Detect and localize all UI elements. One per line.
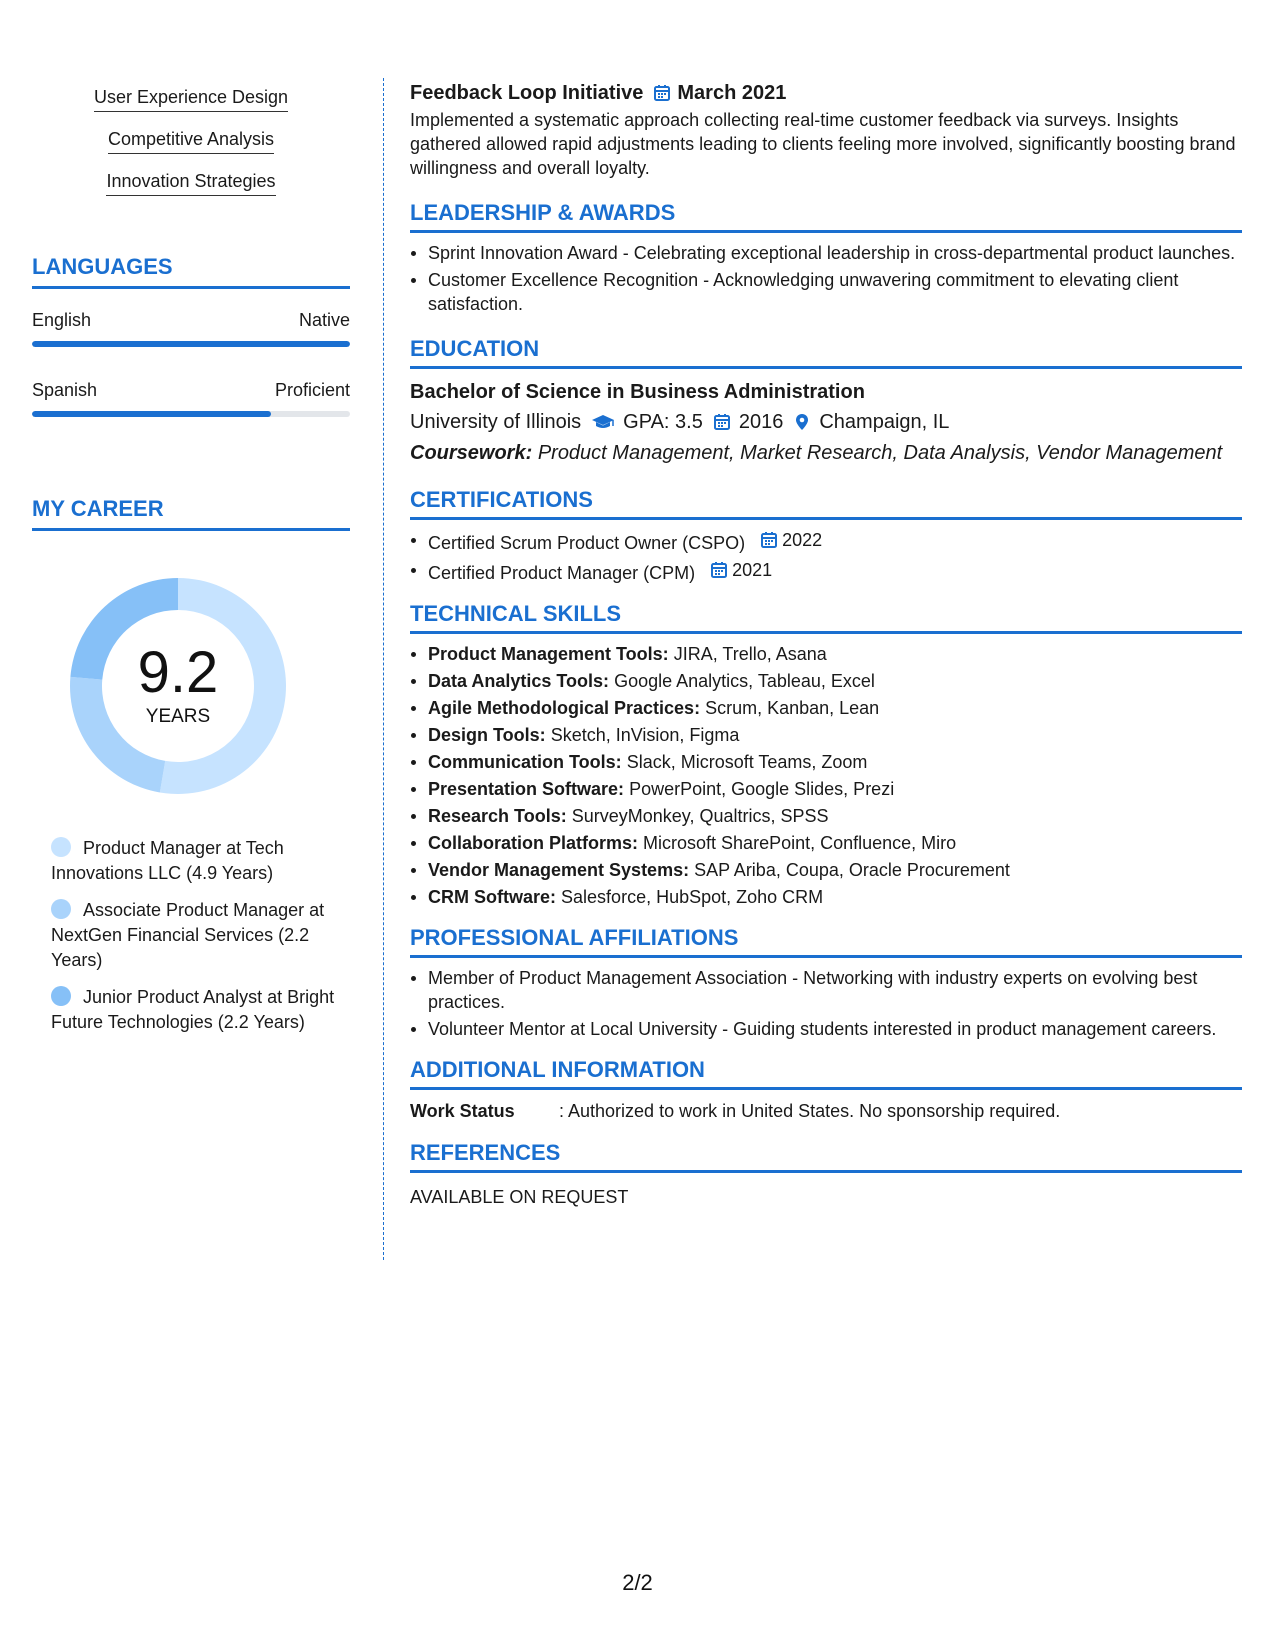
languages-section	[32, 252, 350, 417]
skill-label: Communication Tools:	[428, 752, 622, 772]
references-text: AVAILABLE ON REQUEST	[410, 1187, 629, 1207]
skill-label: Data Analytics Tools:	[428, 671, 610, 691]
skill-value: Scrum, Kanban, Lean	[705, 698, 880, 718]
skill-value: Microsoft SharePoint, Confluence, Miro	[643, 833, 957, 853]
career-donut-chart	[66, 574, 290, 798]
degree-title: Bachelor of Science in Business Administration	[410, 381, 865, 403]
skill-value: Google Analytics, Tableau, Excel	[614, 671, 875, 691]
skill-label: Vendor Management Systems:	[428, 860, 690, 880]
list-item	[410, 777, 1242, 801]
affiliations-title: PROFESSIONAL AFFILIATIONS	[410, 923, 1242, 958]
legend-label: Junior Product Analyst at Bright Future Technologies (2.2 Years)	[51, 987, 335, 1032]
education-section	[410, 334, 1242, 469]
skill-tag: Competitive Analysis	[108, 126, 274, 154]
skill-label: Product Management Tools:	[428, 644, 669, 664]
work-status-row	[410, 1098, 1242, 1124]
list-item	[410, 528, 1242, 555]
skill-value: JIRA, Trello, Asana	[673, 644, 827, 664]
legend-item	[51, 985, 341, 1035]
language-level: Native	[298, 310, 350, 330]
education-meta	[410, 407, 1242, 437]
references-title: REFERENCES	[410, 1138, 1242, 1173]
school-location: Champaign, IL	[819, 411, 950, 433]
language-level: Proficient	[274, 380, 350, 400]
project-date: March 2021	[677, 82, 787, 104]
cert-name: Certified Product Manager (CPM)	[428, 563, 696, 583]
coursework	[410, 437, 1242, 469]
graduation-year: 2016	[738, 411, 784, 433]
legend-dot	[51, 986, 71, 1006]
skill-value: Sketch, InVision, Figma	[550, 725, 740, 745]
certifications-title: CERTIFICATIONS	[410, 485, 1242, 520]
skill-value: PowerPoint, Google Slides, Prezi	[629, 779, 895, 799]
leadership-title: LEADERSHIP & AWARDS	[410, 198, 1242, 233]
project-title: Feedback Loop Initiative	[410, 82, 644, 104]
language-name: English	[32, 310, 92, 330]
list-item: Volunteer Mentor at Local University - Guiding students interested in product management careers.	[410, 1017, 1242, 1041]
language-bar	[32, 341, 350, 347]
map-pin-icon	[793, 413, 811, 431]
right-column	[410, 78, 1242, 1209]
additional-info-section	[410, 1055, 1242, 1124]
work-status-label: Work Status	[410, 1101, 515, 1121]
skill-label: CRM Software:	[428, 887, 557, 907]
list-item	[410, 831, 1242, 855]
list-item: Sprint Innovation Award - Celebrating exceptional leadership in cross-departmental product launches.	[410, 241, 1242, 265]
skill-value: Salesforce, HubSpot, Zoho CRM	[561, 887, 824, 907]
calendar-icon	[653, 84, 671, 102]
calendar-icon	[713, 413, 731, 431]
language-name: Spanish	[32, 380, 98, 400]
skill-label: Research Tools:	[428, 806, 567, 826]
skill-tag: Innovation Strategies	[106, 168, 275, 196]
legend-item	[51, 898, 341, 973]
work-status-value: : Authorized to work in United States. No sponsorship required.	[559, 1101, 1061, 1121]
legend-dot	[51, 837, 71, 857]
additional-info-title: ADDITIONAL INFORMATION	[410, 1055, 1242, 1090]
list-item	[410, 804, 1242, 828]
technical-skills-title: TECHNICAL SKILLS	[410, 599, 1242, 634]
graduation-cap-icon	[591, 413, 615, 431]
legend-label: Product Manager at Tech Innovations LLC (4.9 Years)	[51, 838, 284, 883]
project-description: Implemented a systematic approach collecting real-time customer feedback via surveys. Insights gathered allowed rapid adjustments leading to clients feeling more involved, significantly boosting brand willingness and overall loyalty.	[410, 110, 1236, 178]
page-number: 2/2	[622, 1570, 653, 1595]
cert-year: 2021	[732, 560, 773, 580]
calendar-icon	[760, 531, 778, 549]
skill-tag: User Experience Design	[94, 84, 288, 112]
list-item	[410, 858, 1242, 882]
list-item	[410, 750, 1242, 774]
skill-tags	[32, 84, 350, 210]
skill-label: Agile Methodological Practices:	[428, 698, 701, 718]
language-bar-fill	[32, 341, 350, 347]
skill-label: Presentation Software:	[428, 779, 625, 799]
list-item	[410, 696, 1242, 720]
legend-item	[51, 836, 341, 886]
language-spanish	[32, 377, 350, 417]
list-item	[410, 885, 1242, 909]
coursework-list: Product Management, Market Research, Data Analysis, Vendor Management	[537, 442, 1223, 464]
leadership-section	[410, 198, 1242, 316]
school-name: University of Illinois	[410, 411, 582, 433]
career-total-value: 9.2	[137, 640, 219, 705]
legend-label: Associate Product Manager at NextGen Financial Services (2.2 Years)	[51, 900, 325, 970]
coursework-label: Coursework:	[410, 442, 533, 464]
references-section	[410, 1138, 1242, 1209]
certifications-section	[410, 485, 1242, 585]
list-item: Customer Excellence Recognition - Acknowledging unwavering commitment to elevating client satisfaction.	[410, 268, 1242, 316]
skill-value: SAP Ariba, Coupa, Oracle Procurement	[694, 860, 1010, 880]
career-section	[32, 494, 350, 531]
language-bar	[32, 411, 350, 417]
cert-year: 2022	[782, 530, 823, 550]
affiliations-section	[410, 923, 1242, 1041]
cert-name: Certified Scrum Product Owner (CSPO)	[428, 533, 746, 553]
list-item	[410, 558, 1242, 585]
list-item	[410, 723, 1242, 747]
list-item: Member of Product Management Association - Networking with industry experts on evolving best practices.	[410, 966, 1242, 1014]
calendar-icon	[710, 561, 728, 579]
career-legend	[51, 836, 341, 1047]
language-bar-fill	[32, 411, 271, 417]
education-title: EDUCATION	[410, 334, 1242, 369]
skill-label: Collaboration Platforms:	[428, 833, 639, 853]
languages-title: LANGUAGES	[32, 252, 350, 289]
skill-value: SurveyMonkey, Qualtrics, SPSS	[571, 806, 829, 826]
career-title: MY CAREER	[32, 494, 350, 531]
column-divider	[383, 78, 384, 1260]
project-entry	[410, 78, 1242, 180]
legend-dot	[51, 899, 71, 919]
technical-skills-section	[410, 599, 1242, 909]
skill-label: Design Tools:	[428, 725, 546, 745]
list-item	[410, 642, 1242, 666]
list-item	[410, 669, 1242, 693]
gpa: GPA: 3.5	[623, 411, 703, 433]
skill-value: Slack, Microsoft Teams, Zoom	[626, 752, 868, 772]
technical-skills-list	[410, 642, 1242, 909]
career-total-label: YEARS	[145, 706, 211, 727]
language-english	[32, 307, 350, 347]
